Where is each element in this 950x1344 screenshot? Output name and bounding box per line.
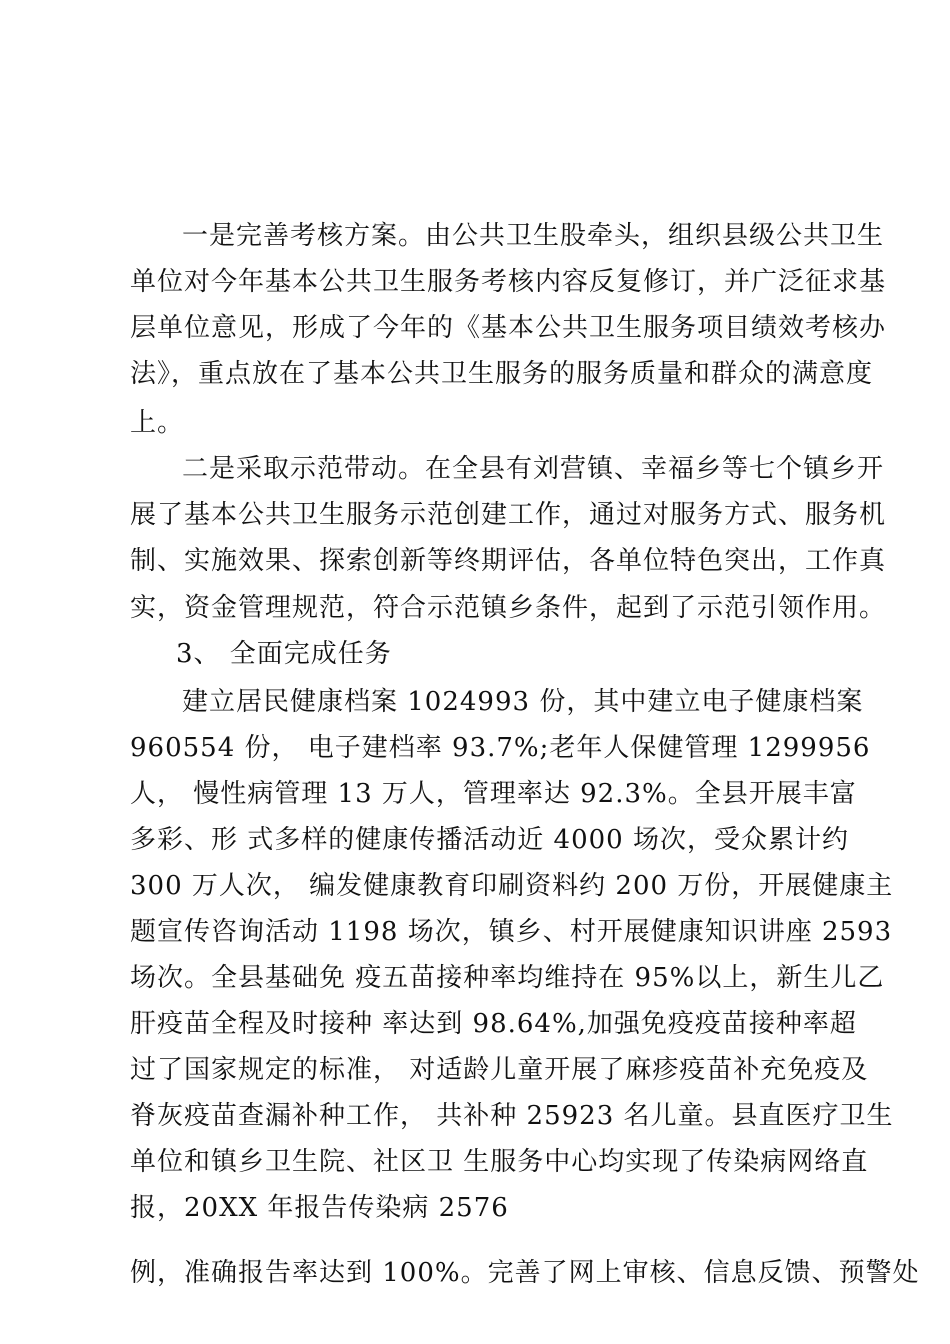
paragraph-line: 960554 份， 电子建档率 93.7%;老年人保健管理 1299956 [130,733,871,763]
paragraph-line: 报，20XX 年报告传染病 2576 [130,1193,509,1223]
paragraph-line: 人， 慢性病管理 13 万人，管理率达 92.3%。全县开展丰富 [130,779,857,809]
paragraph-line: 脊灰疫苗查漏补种工作， 共补种 25923 名儿童。县直医疗卫生 [130,1101,894,1131]
paragraph-line: 实，资金管理规范，符合示范镇乡条件，起到了示范引领作用。 [130,593,887,623]
paragraph-line: 过了国家规定的标准， 对适龄儿童开展了麻疹疫苗补充免疫及 [130,1055,869,1085]
section-heading: 3、 全面完成任务 [176,639,392,669]
paragraph-line: 制、实施效果、探索创新等终期评估，各单位特色突出，工作真 [130,546,887,576]
paragraph-line: 一是完善考核方案。由公共卫生股牵头，组织县级公共卫生 [182,221,885,251]
paragraph-line: 题宣传咨询活动 1198 场次，镇乡、村开展健康知识讲座 2593 [130,917,893,947]
paragraph-line: 例，准确报告率达到 100%。完善了网上审核、信息反馈、预警处 [130,1258,920,1288]
paragraph-line: 300 万人次， 编发健康教育印刷资料约 200 万份，开展健康主 [130,871,894,901]
paragraph-line: 层单位意见，形成了今年的《基本公共卫生服务项目绩效考核办 [130,313,887,343]
paragraph-line: 建立居民健康档案 1024993 份，其中建立电子健康档案 [182,687,864,717]
paragraph-line: 多彩、形 式多样的健康传播活动近 4000 场次，受众累计约 [130,825,849,855]
paragraph-line: 上。 [130,408,185,438]
paragraph-line: 二是采取示范带动。在全县有刘营镇、幸福乡等七个镇乡开 [182,454,885,484]
paragraph-line: 场次。全县基础免 疫五苗接种率均维持在 95%以上，新生儿乙 [130,963,885,993]
paragraph-line: 展了基本公共卫生服务示范创建工作，通过对服务方式、服务机 [130,500,887,530]
paragraph-line: 法》，重点放在了基本公共卫生服务的服务质量和群众的满意度 [130,359,874,389]
paragraph-line: 单位对今年基本公共卫生服务考核内容反复修订，并广泛征求基 [130,267,887,297]
paragraph-line: 单位和镇乡卫生院、社区卫 生服务中心均实现了传染病网络直 [130,1147,869,1177]
paragraph-line: 肝疫苗全程及时接种 率达到 98.64%,加强免疫疫苗接种率超 [130,1009,857,1039]
